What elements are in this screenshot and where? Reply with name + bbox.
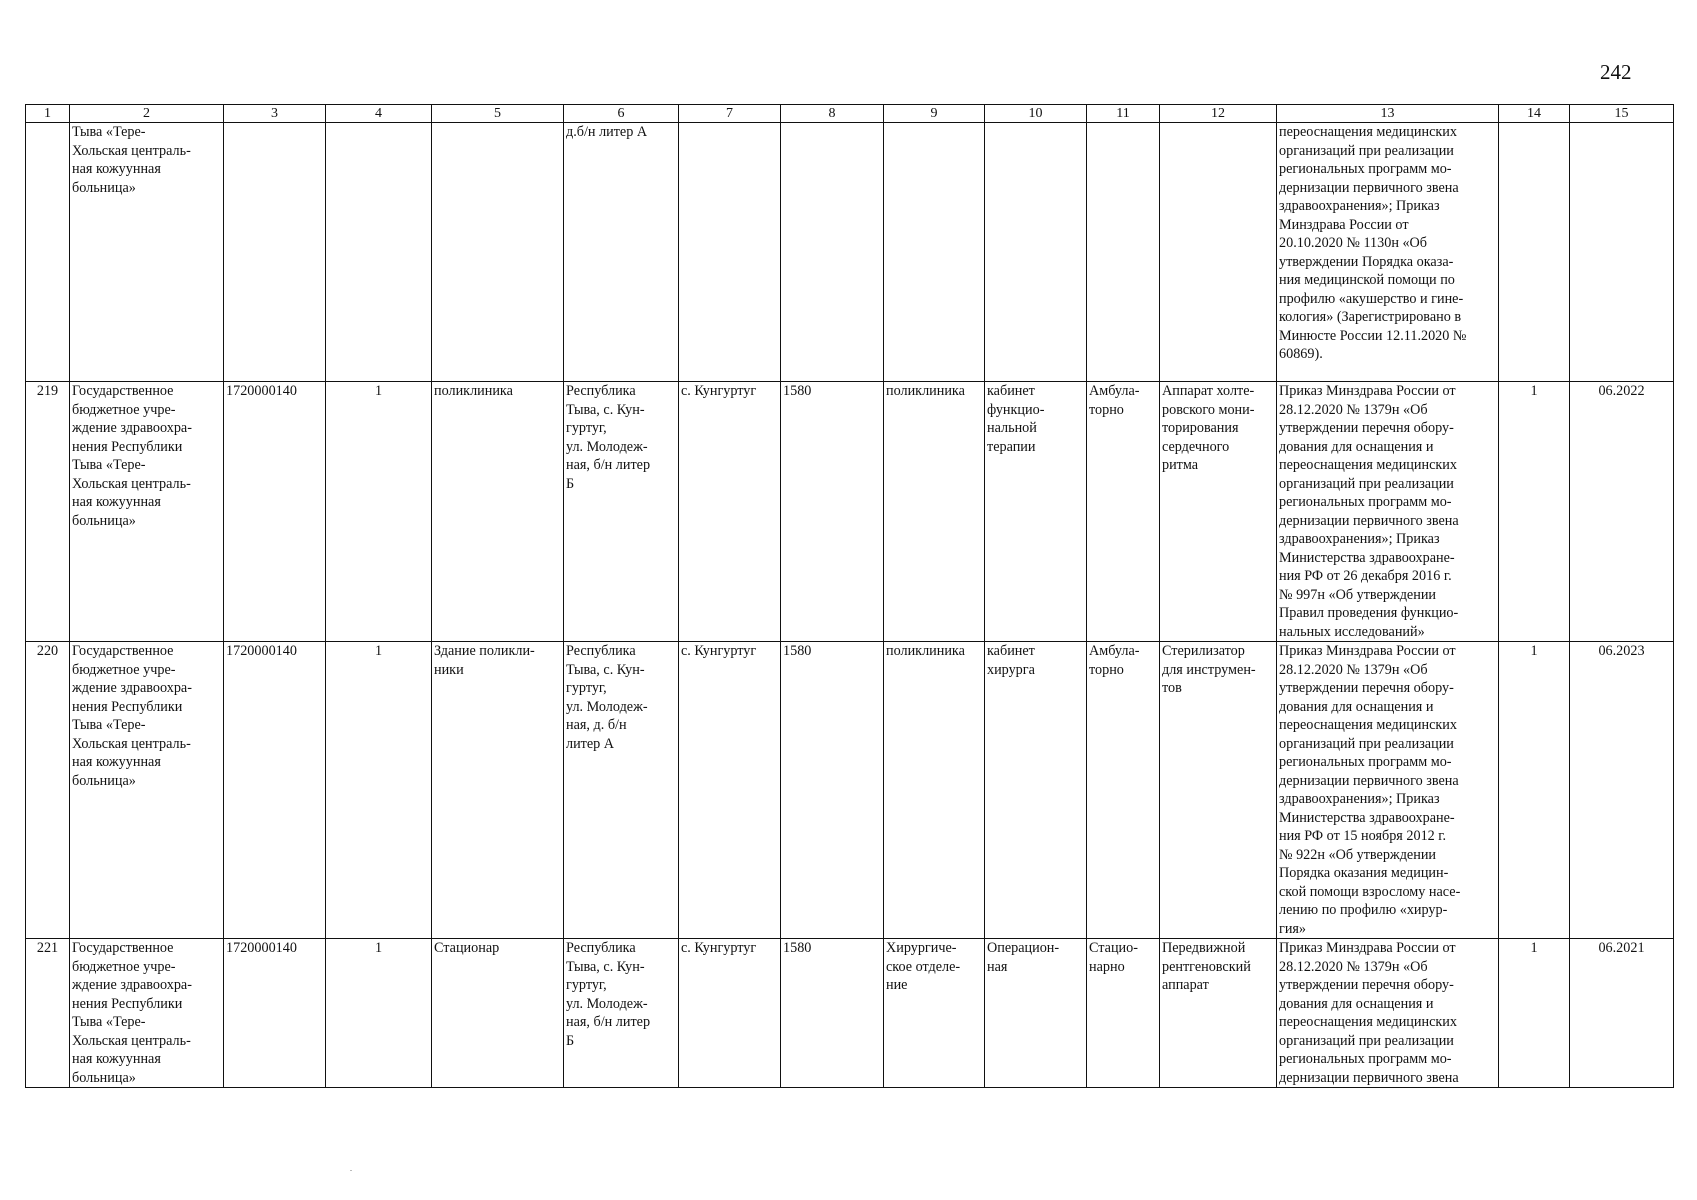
column-number: 4 (326, 105, 432, 123)
basis-cell: Приказ Минздрава России от 28.12.2020 № 1379н «Об утверждении перечня обору- дования для оснащения и переоснащения медицинских организаций при реализации региональных программ мо- дернизации первичного звена здравоохранения»; Приказ Министерства здравоохране- ния РФ от 15 ноября 2012 г. № 922н «Об утверждении Порядка оказания медицин- ской помощи взрослому насе- лению по профилю «хирур- гия» (1277, 642, 1499, 939)
settlement-cell: с. Кунгуртуг (679, 382, 781, 642)
code-cell: 1720000140 (224, 939, 326, 1088)
column-number: 3 (224, 105, 326, 123)
column-number: 2 (70, 105, 224, 123)
column-number-row (26, 105, 1674, 123)
count-cell: 1 (326, 939, 432, 1088)
unit-cell (884, 123, 985, 382)
institution-cell: Государственное бюджетное учре- ждение здравоохра- нения Республики Тыва «Тере- Хольская централь- ная кожуунная больница» (70, 382, 224, 642)
basis-cell: Приказ Минздрава России от 28.12.2020 № 1379н «Об утверждении перечня обору- дования для оснащения и переоснащения медицинских организаций при реализации региональных программ мо- дернизации первичного звена здравоохранения»; Приказ Министерства здравоохране- ния РФ от 26 декабря 2016 г. № 997н «Об утверждении Правил проведения функцио- нальных исследований» (1277, 382, 1499, 642)
row-number-cell: 221 (26, 939, 70, 1088)
column-number: 13 (1277, 105, 1499, 123)
settlement-cell (679, 123, 781, 382)
row-number-cell: 220 (26, 642, 70, 939)
date-cell (1570, 123, 1674, 382)
equipment-table (25, 104, 1674, 1088)
institution-cell: Государственное бюджетное учре- ждение здравоохра- нения Республики Тыва «Тере- Хольская централь- ная кожуунная больница» (70, 642, 224, 939)
building-cell: поликлиника (432, 382, 564, 642)
column-number: 1 (26, 105, 70, 123)
code-cell: 1720000140 (224, 382, 326, 642)
table-row (26, 123, 1674, 382)
code-cell (224, 123, 326, 382)
basis-cell: Приказ Минздрава России от 28.12.2020 № 1379н «Об утверждении перечня обору- дования для оснащения и переоснащения медицинских организаций при реализации региональных программ мо- дернизации первичного звена (1277, 939, 1499, 1088)
date-cell: 06.2023 (1570, 642, 1674, 939)
basis-cell: переоснащения медицинских организаций при реализации региональных программ мо- дернизации первичного звена здравоохранения»; Приказ Минздрава России от 20.10.2020 № 1130н «Об утверждении Порядка оказа- ния медицинской помощи по профилю «акушерство и гине- кология» (Зарегистрировано в Минюсте России 12.11.2020 № 60869). (1277, 123, 1499, 382)
address-cell: Республика Тыва, с. Кун- гуртуг, ул. Молодеж- ная, д. б/н литер А (564, 642, 679, 939)
row-number-cell (26, 123, 70, 382)
column-number: 11 (1087, 105, 1160, 123)
unit-cell: поликлиника (884, 642, 985, 939)
address-cell: Республика Тыва, с. Кун- гуртуг, ул. Молодеж- ная, б/н литер Б (564, 939, 679, 1088)
column-number: 10 (985, 105, 1087, 123)
room-cell: Операцион- ная (985, 939, 1087, 1088)
date-cell: 06.2021 (1570, 939, 1674, 1088)
quantity-cell: 1 (1499, 939, 1570, 1088)
room-cell: кабинет функцио- нальной терапии (985, 382, 1087, 642)
column-number: 6 (564, 105, 679, 123)
institution-cell: Государственное бюджетное учре- ждение здравоохра- нения Республики Тыва «Тере- Хольская централь- ная кожуунная больница» (70, 939, 224, 1088)
code-cell: 1720000140 (224, 642, 326, 939)
column-number: 7 (679, 105, 781, 123)
equipment-cell: Передвижной рентгеновский аппарат (1160, 939, 1277, 1088)
page-number: 242 (1600, 60, 1632, 84)
number-cell: 1580 (781, 382, 884, 642)
row-number-cell: 219 (26, 382, 70, 642)
room-cell (985, 123, 1087, 382)
column-number: 15 (1570, 105, 1674, 123)
table-row (26, 382, 1674, 642)
equipment-cell: Стерилизатор для инструмен- тов (1160, 642, 1277, 939)
equipment-cell (1160, 123, 1277, 382)
institution-cell: Тыва «Тере- Хольская централь- ная кожуунная больница» (70, 123, 224, 382)
settlement-cell: с. Кунгуртуг (679, 642, 781, 939)
column-number: 8 (781, 105, 884, 123)
building-cell (432, 123, 564, 382)
mode-cell: Амбула- торно (1087, 382, 1160, 642)
scan-speck (350, 1170, 352, 1171)
address-cell: Республика Тыва, с. Кун- гуртуг, ул. Молодеж- ная, б/н литер Б (564, 382, 679, 642)
mode-cell: Стацио- нарно (1087, 939, 1160, 1088)
number-cell: 1580 (781, 642, 884, 939)
equipment-cell: Аппарат холте- ровского мони- торирования сердечного ритма (1160, 382, 1277, 642)
column-number: 14 (1499, 105, 1570, 123)
count-cell: 1 (326, 642, 432, 939)
number-cell (781, 123, 884, 382)
building-cell: Стационар (432, 939, 564, 1088)
column-number: 9 (884, 105, 985, 123)
column-number: 12 (1160, 105, 1277, 123)
count-cell (326, 123, 432, 382)
building-cell: Здание поликли- ники (432, 642, 564, 939)
table-row (26, 642, 1674, 939)
quantity-cell: 1 (1499, 642, 1570, 939)
address-cell: д.б/н литер А (564, 123, 679, 382)
unit-cell: Хирургиче- ское отделе- ние (884, 939, 985, 1088)
number-cell: 1580 (781, 939, 884, 1088)
mode-cell (1087, 123, 1160, 382)
quantity-cell (1499, 123, 1570, 382)
date-cell: 06.2022 (1570, 382, 1674, 642)
room-cell: кабинет хирурга (985, 642, 1087, 939)
unit-cell: поликлиника (884, 382, 985, 642)
quantity-cell: 1 (1499, 382, 1570, 642)
mode-cell: Амбула- торно (1087, 642, 1160, 939)
table-row (26, 939, 1674, 1088)
settlement-cell: с. Кунгуртуг (679, 939, 781, 1088)
count-cell: 1 (326, 382, 432, 642)
column-number: 5 (432, 105, 564, 123)
